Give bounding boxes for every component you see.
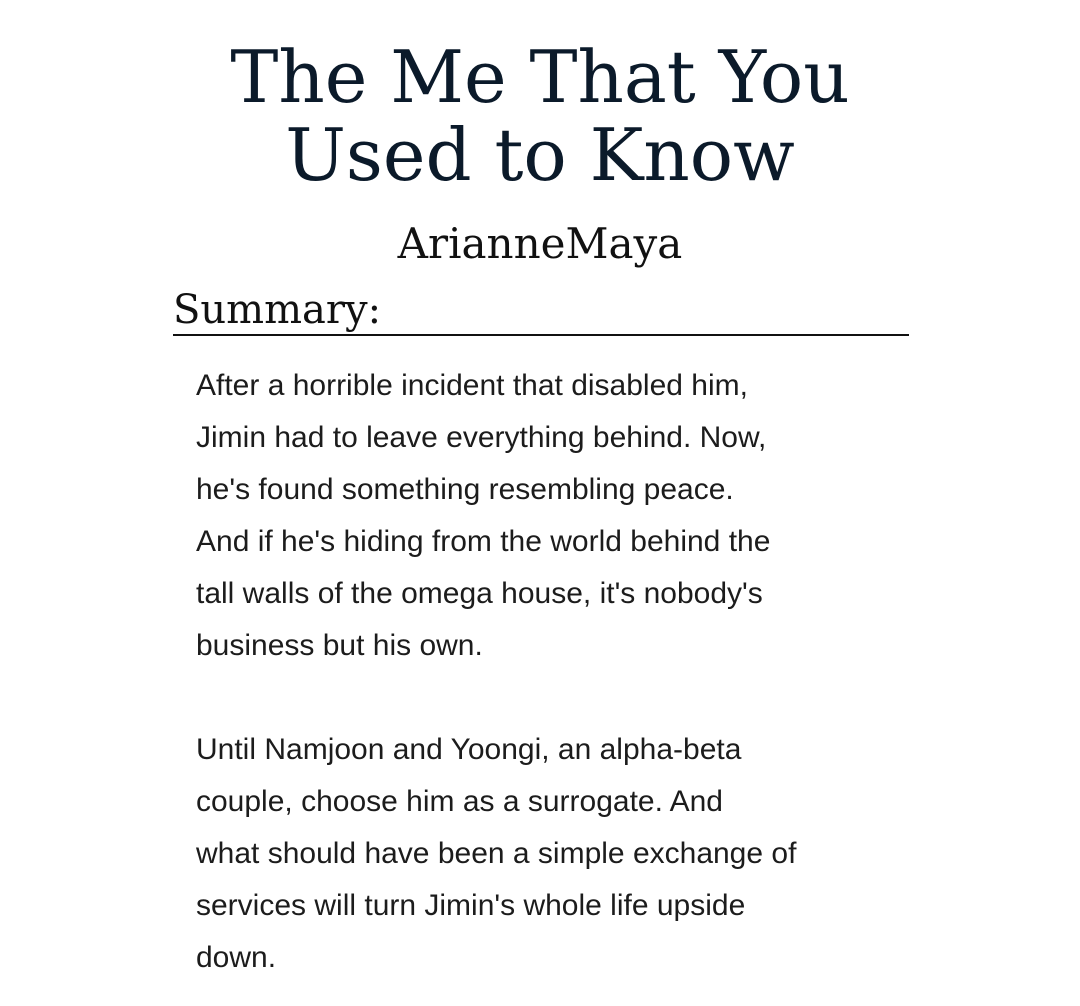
summary-line: couple, choose him as a surrogate. And [196, 785, 723, 818]
work-title [0, 35, 1080, 197]
summary-paragraph [196, 360, 916, 672]
summary-line: services will turn Jimin's whole life upside [196, 889, 746, 922]
summary-line: he's found something resembling peace. [196, 473, 734, 506]
summary-line: After a horrible incident that disabled him, [196, 369, 748, 402]
work-title-line: Used to Know [285, 113, 795, 197]
summary-line: Jimin had to leave everything behind. Now, [196, 421, 767, 454]
summary-paragraph [196, 724, 916, 984]
summary-line: And if he's hiding from the world behind the [196, 525, 771, 558]
author-name[interactable]: ArianneMaya [397, 219, 683, 268]
summary-line: Until Namjoon and Yoongi, an alpha-beta [196, 733, 742, 766]
summary-line: business but his own. [196, 629, 483, 662]
summary-heading: Summary: [173, 284, 909, 336]
summary-line: tall walls of the omega house, it's nobody's [196, 577, 763, 610]
summary-line: what should have been a simple exchange of [196, 837, 797, 870]
work-title-line: The Me That You [230, 35, 850, 119]
summary-line: down. [196, 941, 277, 974]
summary-body [196, 360, 916, 984]
